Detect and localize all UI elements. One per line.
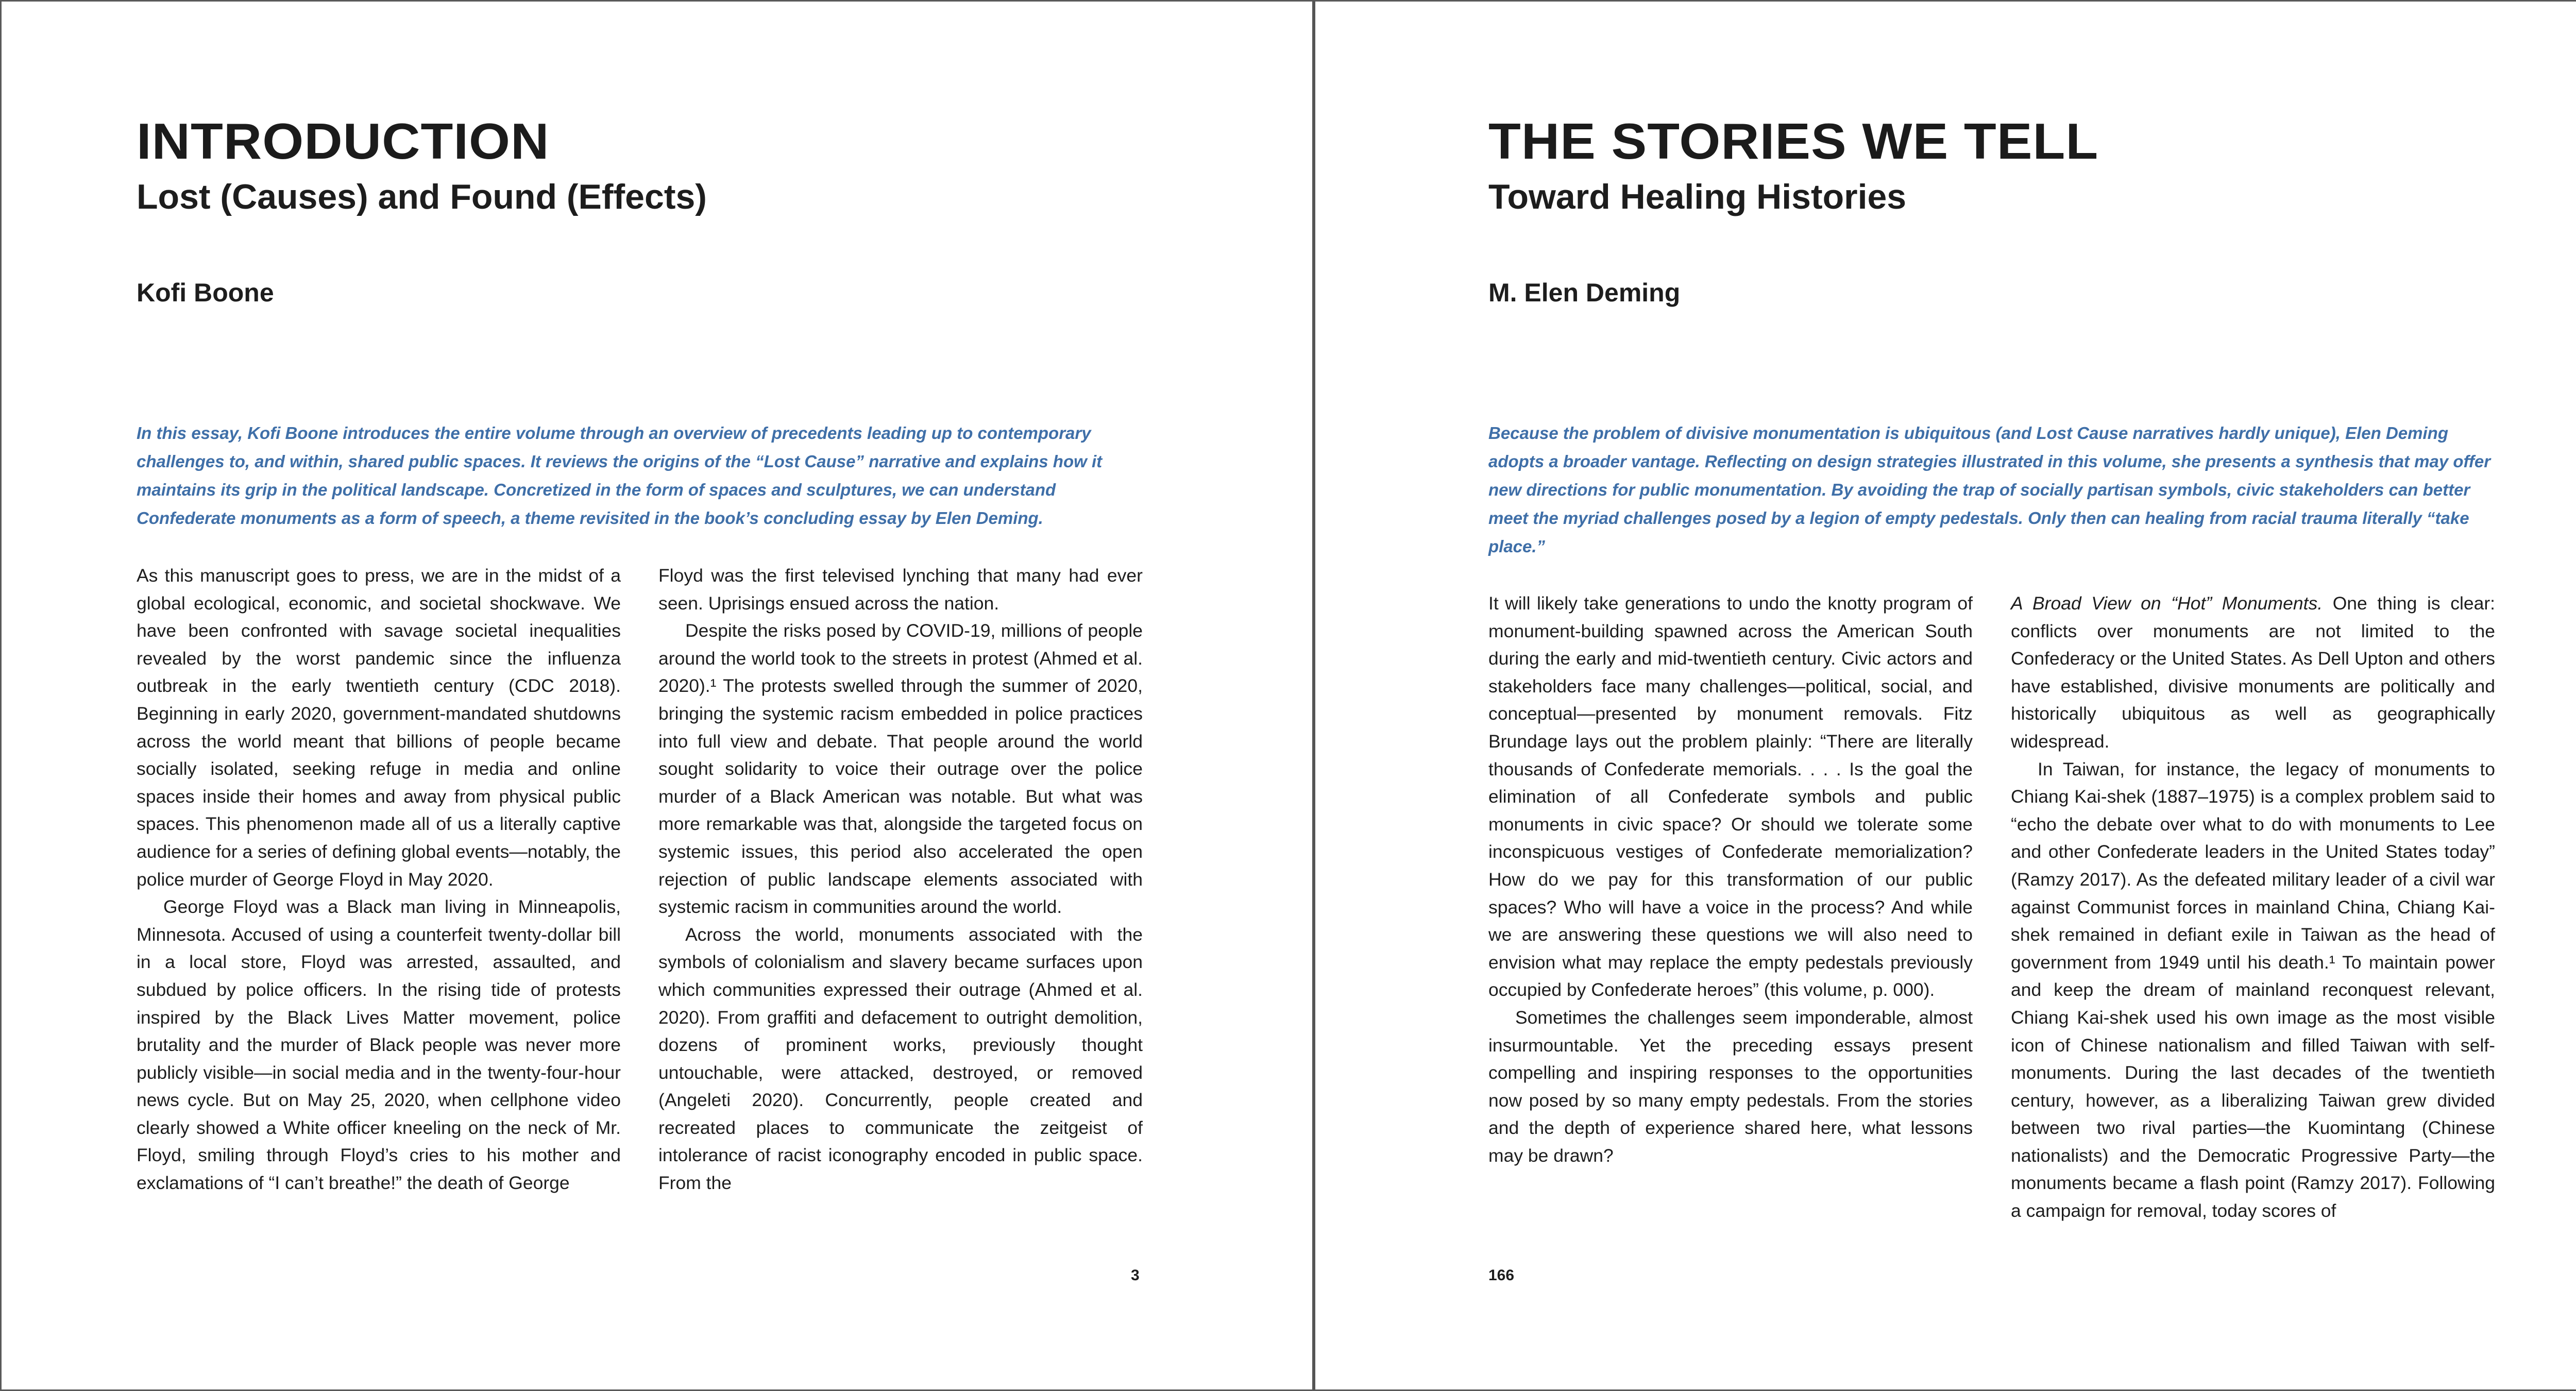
text-column-1 (137, 562, 621, 1197)
paragraph: In Taiwan, for instance, the legacy of monuments to Chiang Kai-shek (1887–1975) is a complex problem said to “echo the debate over what to do with monuments to Lee and other Confederate leaders in the United States today” (Ramzy 2017). As the defeated military leader of a civil war against Communist forces in mainland China, Chiang Kai-shek remained in defiant exile in Taiwan as the head of government from 1949 until his death.¹ To maintain power and keep the dream of mainland reconquest relevant, Chiang Kai-shek used his own image as the most visible icon of Chinese nationalism and filled Taiwan with self-monuments. During the last decades of the twentieth century, however, as a liberalizing Taiwan grew divided between two rival parties—the Kuomintang (Chinese nationalists) and the Democratic Progressive Party—the monuments became a flash point (Ramzy 2017). Following a campaign for removal, today scores of (2011, 758, 2495, 1222)
page-number: 3 (1131, 1267, 1140, 1284)
paragraph: Sometimes the challenges seem imponderable, almost insurmountable. Yet the preceding essays present compelling and inspiring responses to the opportunities now posed by so many empty pedestals. From the stories and the depth of experience shared here, what lessons may be drawn? (1488, 1007, 1973, 1166)
text-column-2 (658, 562, 1143, 1197)
paragraph: Despite the risks posed by COVID-19, millions of people around the world took to the streets in protest (Ahmed et al. 2020).¹ The protests swelled through the summer of 2020, bringing the systemic racism embedded in police practices into full view and debate. That people around the world sought solidarity to voice their outrage over the police murder of a Black American was notable. But what was more remarkable was that, alongside the targeted focus on systemic issues, this period also accelerated the open rejection of public landscape elements associated with systemic racism in communities around the world. (658, 620, 1143, 918)
section-run-in-heading: A Broad View on “Hot” Monuments. (2011, 593, 2323, 614)
paragraph: It will likely take generations to undo the knotty program of monument-building spawned across the American South during the early and mid-twentieth century. Civic actors and stakeholders face many challenges—political, social, and conceptual—presented by monument removals. Fitz Brundage lays out the problem plainly: “There are literally thousands of Confederate memorials. . . . Is the goal the elimination of all Confederate symbols and public monuments in civic space? Or should we tolerate some inconspicuous vestiges of Confederate memorialization? How do we pay for this transformation of our public spaces? Who will have a voice in the process? And while we are answering these questions we will also need to envision what may replace the empty pedestals previously occupied by Confederate heroes” (this volume, p. 000). (1488, 593, 1973, 1000)
abstract: Because the problem of divisive monumentation is ubiquitous (and Lost Cause narratives hardly unique), Elen Deming adopts a broader vantage. Reflecting on design strategies illustrated in this volume, she presents a synthesis that may offer new directions for public monumentation. By avoiding the trap of socially partisan symbols, civic stakeholders can better meet the myriad challenges posed by a legion of empty pedestals. Only then can healing from racial trauma literally “take place.” (1488, 423, 2491, 556)
abstract: In this essay, Kofi Boone introduces the entire volume through an overview of precedents leading up to contemporary challenges to, and within, shared public spaces. It reviews the origins of the “Lost Cause” narrative and explains how it maintains its grip in the political landscape. Concretized in the form of spaces and sculptures, we can understand Confederate monuments as a form of speech, a theme revisited in the book’s concluding essay by Elen Deming. (137, 423, 1103, 528)
page-title: THE STORIES WE TELL (1488, 113, 2099, 169)
paragraph (2011, 590, 2495, 756)
page-subtitle: Toward Healing Histories (1488, 177, 1907, 216)
author-name: M. Elen Deming (1488, 278, 1681, 307)
right-page (1314, 0, 2576, 1391)
paragraph: Floyd was the first televised lynching that many had ever seen. Uprisings ensued across the nation. (658, 565, 1143, 614)
page-subtitle: Lost (Causes) and Found (Effects) (137, 177, 707, 216)
paragraph: As this manuscript goes to press, we are in the midst of a global ecological, economic, and societal shockwave. We have been confronted with savage societal inequalities revealed by the worst pandemic since the influenza outbreak in the early twentieth century (CDC 2018). Beginning in early 2020, government-mandated shutdowns across the world meant that billions of people became socially isolated, seeking refuge in media and online spaces inside their homes and away from physical public spaces. This phenomenon made all of us a literally captive audience for a series of defining global events—notably, the police murder of George Floyd in May 2020. (137, 565, 621, 890)
paragraph: George Floyd was a Black man living in Minneapolis, Minnesota. Accused of using a counterfeit twenty-dollar bill in a local store, Floyd was arrested, assaulted, and subdued by police officers. In the rising tide of protests inspired by the Black Lives Matter movement, police brutality and the murder of Black people was never more publicly visible—in social media and in the twenty-four-hour news cycle. But on May 25, 2020, when cellphone video clearly showed a White officer kneeling on the neck of Mr. Floyd, smiling through Floyd’s cries to his mother and exclamations of “I can’t breathe!” the death of George (137, 896, 621, 1194)
author-name: Kofi Boone (137, 278, 274, 307)
text-column-1 (1488, 590, 1973, 1169)
page-number: 166 (1488, 1267, 1515, 1284)
paragraph-text: One thing is clear: conflicts over monuments are not limited to the Confederacy or the United States. As Dell Upton and others have established, divisive monuments are politically and historically ubiquitous as well as geographically widespread. (2011, 593, 2496, 752)
paragraph: Across the world, monuments associated with the symbols of colonialism and slavery became surfaces upon which communities expressed their outrage (Ahmed et al. 2020). From graffiti and defacement to outright demolition, dozens of prominent works, previously thought untouchable, were attacked, destroyed, or removed (Angeleti 2020). Concurrently, people created and recreated places to communicate the zeitgeist of intolerance of racist iconography encoded in public space. From the (658, 924, 1143, 1194)
page-title: INTRODUCTION (137, 113, 550, 169)
text-column-2 (2011, 590, 2495, 1225)
